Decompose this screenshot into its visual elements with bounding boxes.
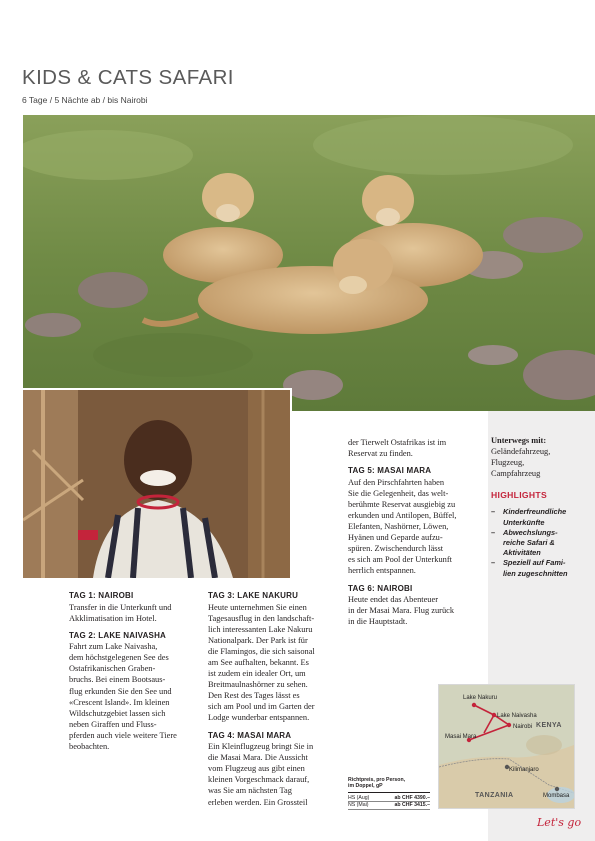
- map-label-kenya: KENYA: [536, 722, 562, 729]
- transport-info: [491, 435, 595, 479]
- map-point-mombasa: [555, 787, 559, 791]
- price-row: HS (Aug) ab CHF 4390.–: [348, 794, 430, 801]
- brand-logo: Let's go: [537, 816, 582, 829]
- day-heading: TAG 4: MASAI MARA: [208, 730, 292, 740]
- map-label-tanzania: TANZANIA: [475, 792, 514, 799]
- price-label: Richtpreis, pro Person, im Doppel, gP: [348, 777, 430, 793]
- day-text: Fahrt zum Lake Naivasha, dem höchstgelegenen See des Ostafrikanischen Graben- bruchs. Bei einem Bootsaus- flug erkunden Sie den See und «Crescent Island». Im kleinen Wildschutzgebiet lassen sich neben Giraffen und Fluss- pferden auch viele weitere Tiere beobachten.: [69, 642, 177, 752]
- map-point-nakuru: [472, 703, 476, 707]
- route-map: [438, 684, 575, 809]
- transport-item: Flugzeug,: [491, 458, 525, 468]
- itinerary-column-3: [348, 437, 483, 634]
- itinerary-column-2: [208, 591, 343, 815]
- map-label-kilimanjaro: Kilimanjaro: [509, 767, 539, 773]
- map-label-nairobi: Nairobi: [513, 724, 533, 730]
- day-heading: TAG 6: NAIROBI: [348, 583, 413, 593]
- price-row: NS (Mai) ab CHF 3415.–: [348, 802, 430, 809]
- day-text: Heute unternehmen Sie einen Tagesausflug in den landschaft- lich interessanten Lake Nakuru Nationalpark. Der Park ist für die Flamingos, die sich saisonal am See aufhalten, bekannt. Es ist zudem ein idealer Ort, um Breitmaulnashörner zu sehen. Den Rest des Tages lässt es sich am Pool und im Garten der Lodge wunderbar entspannen.: [208, 602, 315, 723]
- day-heading: TAG 3: LAKE NAKURU: [208, 591, 299, 600]
- map-label-lake-nakuru: Lake Nakuru: [463, 695, 498, 701]
- lions-photo: [23, 115, 595, 411]
- day-heading: TAG 2: LAKE NAIVASHA: [69, 630, 167, 640]
- highlights-title: HIGHLIGHTS: [491, 490, 547, 501]
- transport-label: Unterwegs mit:: [491, 436, 547, 445]
- child-photo: [23, 388, 292, 578]
- map-label-mombasa: Mombasa: [543, 793, 570, 799]
- day-text: Transfer in die Unterkunft und Akklimatisation im Hotel.: [69, 602, 172, 623]
- map-label-masai-mara: Masai Mara: [445, 734, 477, 740]
- day-text: Auf den Pirschfahrten haben Sie die Gelegenheit, das welt- berühmte Reservat ausgiebig zu erkunden und Antilopen, Büffel, Elefanten, Nashörner, Löwen, Hyänen und Geparde aufzu- spüren. Zwischendurch lässt es sich am Pool der Unterkunft herrlich entspannen.: [348, 477, 457, 576]
- itinerary-column-1: [69, 591, 204, 759]
- day-heading: TAG 1: NAIROBI: [69, 591, 134, 600]
- price-box: [348, 777, 430, 810]
- day-text: Heute endet das Abenteuer in der Masai Mara. Flug zurück in die Hauptstadt.: [348, 595, 455, 627]
- map-label-lake-naivasha: Lake Naivasha: [497, 713, 537, 719]
- page-subtitle: 6 Tage / 5 Nächte ab / bis Nairobi: [22, 95, 148, 105]
- day-text: Ein Kleinflugzeug bringt Sie in die Masai Mara. Die Aussicht vom Flugzeug aus gibt einen kleinen Vorgeschmack darauf, was Sie am nächsten Tag erleben werden. Ein Grossteil: [208, 742, 314, 807]
- page-title: KIDS & CATS SAFARI: [22, 66, 234, 89]
- highlight-item: – Kinderfreundliche Unterkünfte: [491, 507, 567, 527]
- transport-item: Campfahrzeug: [491, 469, 541, 479]
- highlights-list: [491, 507, 595, 578]
- map-point-nairobi: [507, 723, 511, 727]
- highlight-item: – Speziell auf Fami- lien zugeschnitten: [491, 558, 568, 578]
- day-text: der Tierwelt Ostafrikas ist im Reservat zu finden.: [348, 438, 447, 459]
- transport-item: Geländefahrzeug,: [491, 447, 551, 457]
- map-point-naivasha: [492, 713, 496, 717]
- highlight-item: – Abwechslungs- reiche Safari & Aktivitäten: [491, 527, 558, 558]
- day-heading: TAG 5: MASAI MARA: [348, 466, 432, 476]
